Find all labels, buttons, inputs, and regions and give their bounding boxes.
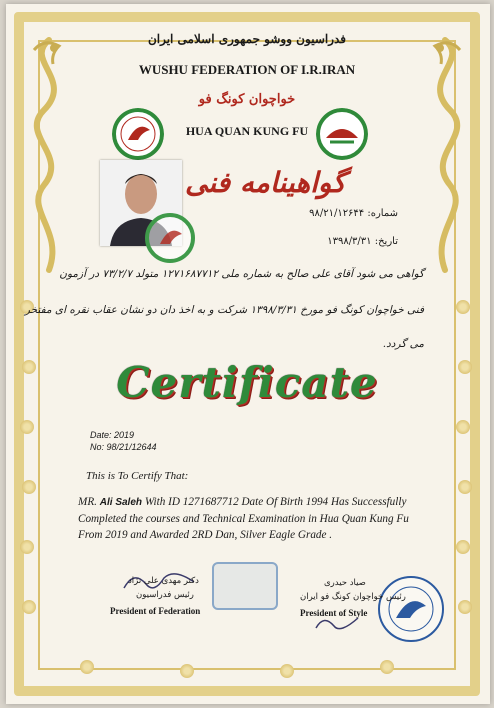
- style-president-title: President of Style: [300, 608, 368, 618]
- certificate-body-en: [78, 494, 414, 543]
- certificate-number-fa: شماره: ۹۸/۲۱/۱۲۶۴۴: [309, 208, 398, 219]
- hua-quan-logo: [112, 108, 164, 160]
- first-name: Ali: [99, 497, 113, 508]
- flower-ornament: [22, 480, 36, 494]
- flower-ornament: [80, 660, 94, 674]
- body-fa-line: گواهی می شود آقای علی صالح به شماره ملی ۱۲۷۱۶۸۷۷۱۲ متولد ۷۳/۲/۷ در آزمون: [59, 268, 424, 280]
- federation-president-role-fa: رئیس فدراسیون: [136, 590, 194, 600]
- federation-president-name-fa: دکتر مهدی علی نژاد: [128, 576, 199, 586]
- flower-ornament: [380, 660, 394, 674]
- certificate-title-en: Certificate: [116, 358, 378, 407]
- federation-president-title: President of Federation: [110, 606, 201, 616]
- flower-ornament: [456, 420, 470, 434]
- federation-title-en: WUSHU FEDERATION OF I.R.IRAN: [138, 62, 356, 77]
- certificate-number-en: No: 98/21/12644: [90, 442, 157, 452]
- style-name-fa: خواچوان کونگ فو: [198, 92, 296, 107]
- flower-ornament: [456, 540, 470, 554]
- body-text: With ID 1271687712 Date Of Birth 1994 Has Successfully Completed the courses and Technical Examination in Hua Quan Kung Fu From 2019 and Awarded 2RD Dan, Silver Eagle Grade .: [78, 496, 409, 541]
- flower-ornament: [458, 600, 472, 614]
- last-name: Saleh: [115, 497, 143, 508]
- flower-ornament: [456, 300, 470, 314]
- body-fa-line: فنی خواچوان کونگ فو مورخ ۱۳۹۸/۳/۳۱ شرکت و به اخذ دان دو نشان عقاب نقره ای مفتخر: [24, 304, 424, 316]
- flower-ornament: [22, 600, 36, 614]
- flower-ornament: [180, 664, 194, 678]
- body-fa-line: می گردد.: [382, 338, 424, 350]
- federation-title-fa: فدراسیون ووشو جمهوری اسلامی ایران: [147, 32, 347, 46]
- federation-stamp: [212, 562, 278, 610]
- style-seal: [376, 574, 446, 644]
- flower-ornament: [280, 664, 294, 678]
- flower-ornament: [20, 540, 34, 554]
- certificate-date-fa: تاریخ: ۱۳۹۸/۳/۳۱: [327, 236, 398, 247]
- wushu-federation-logo: [316, 108, 368, 160]
- style-name-en: HUA QUAN KUNG FU: [185, 124, 309, 138]
- style-president-role-fa: رئیس خواچوان کونگ فو ایران: [300, 592, 406, 602]
- title-prefix: MR.: [78, 496, 97, 508]
- certificate-title-fa: گواهینامه فنی: [185, 166, 346, 199]
- photo-seal: [144, 212, 196, 264]
- certify-line: This is To Certify That:: [86, 470, 189, 482]
- flower-ornament: [458, 480, 472, 494]
- style-president-name-fa: صیاد حیدری: [324, 578, 366, 588]
- certificate-date-en: Date: 2019: [90, 430, 135, 440]
- flower-ornament: [20, 420, 34, 434]
